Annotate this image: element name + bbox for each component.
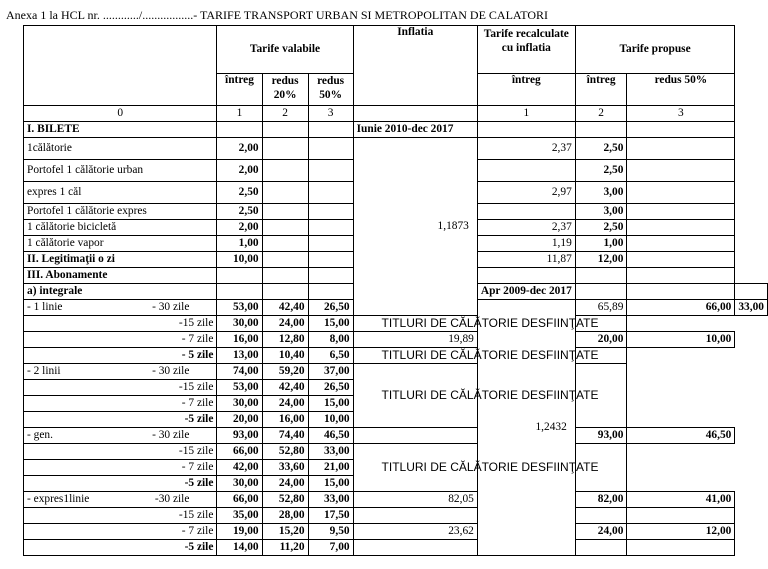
table-row xyxy=(24,540,768,556)
abonament-label xyxy=(24,412,217,428)
abonament-durata: -5 zile xyxy=(184,541,214,553)
abonament-intreg: 19,00 xyxy=(217,524,262,540)
abonament-recalc: 19,89 xyxy=(353,332,477,348)
colnum-3: 3 xyxy=(627,106,735,122)
abonament-redus-20: 12,80 xyxy=(262,332,308,348)
colnum-3: 3 xyxy=(308,106,353,122)
colnum-2: 2 xyxy=(575,106,627,122)
abonament-propus-redus: 41,00 xyxy=(627,492,735,508)
section-integrale: a) integrale xyxy=(24,284,217,300)
abonament-durata: -15 zile xyxy=(178,317,214,329)
section-abonamente: III. Abonamente xyxy=(24,268,217,284)
abonament-intreg: 66,00 xyxy=(217,492,262,508)
abonament-redus-20: 24,00 xyxy=(262,476,308,492)
abonament-propus-redus: 33,00 xyxy=(735,300,768,316)
document-title: Anexa 1 la HCL nr. ............/.................- TARIFE TRANSPORT URBAN SI METROPOLITAN DE CALATORI xyxy=(6,8,549,22)
abonament-propus-intreg: 66,00 xyxy=(627,300,735,316)
abonament-intreg: 16,00 xyxy=(217,332,262,348)
abonament-redus-20: 16,00 xyxy=(262,412,308,428)
bilet-label: Portofel 1 călătorie urban xyxy=(24,160,217,182)
abonament-recalc: 82,05 xyxy=(353,492,477,508)
abonament-durata: -5 zile xyxy=(184,477,214,489)
bilet-intreg: 2,50 xyxy=(217,204,262,220)
abonament-intreg: 42,00 xyxy=(217,460,262,476)
table-row xyxy=(24,492,768,508)
bilet-intreg: 2,00 xyxy=(217,160,262,182)
abonament-label xyxy=(24,540,217,556)
bilet-intreg: 2,50 xyxy=(217,182,262,204)
abonament-linie: - expres1linie xyxy=(27,493,90,505)
abonament-redus-50: 7,00 xyxy=(308,540,353,556)
table-row xyxy=(24,428,768,444)
abonament-intreg: 30,00 xyxy=(217,396,262,412)
abonament-intreg: 66,00 xyxy=(217,444,262,460)
bilet-intreg: 2,00 xyxy=(217,220,262,236)
abonament-intreg: 14,00 xyxy=(217,540,262,556)
table-row xyxy=(24,364,768,380)
abonament-redus-50: 15,00 xyxy=(308,476,353,492)
abonament-label xyxy=(24,300,217,316)
abonament-redus-20: 24,00 xyxy=(262,316,308,332)
abonament-propus-intreg: 82,00 xyxy=(575,492,627,508)
abonament-redus-50: 26,50 xyxy=(308,300,353,316)
abonament-intreg: 30,00 xyxy=(217,476,262,492)
legitimatii-propus: 12,00 xyxy=(575,252,627,268)
abonament-redus-20: 42,40 xyxy=(262,380,308,396)
colnum-0: 0 xyxy=(24,106,217,122)
section-legitimatii: II. Legitimaţii o zi xyxy=(24,252,217,268)
abonament-intreg: 13,00 xyxy=(217,348,262,364)
abonament-propus-redus: 46,50 xyxy=(627,428,735,444)
bilet-recalc xyxy=(477,204,575,220)
colnum-2: 2 xyxy=(262,106,308,122)
abonament-recalc: 65,89 xyxy=(575,300,627,316)
abonament-redus-50: 17,50 xyxy=(308,508,353,524)
abonament-durata: -5 zile xyxy=(184,413,214,425)
abonament-label xyxy=(24,492,217,508)
header-tarife-valabile: Tarife valabile xyxy=(217,26,353,74)
abonament-durata: - 7 zile xyxy=(181,525,214,537)
abonament-durata: - 30 zile xyxy=(152,365,190,377)
inflatie-1: 1,1873 xyxy=(353,138,477,316)
abonament-label xyxy=(24,444,217,460)
titluri-desfiintate: TITLURI DE CĂLĂTORIE DESFIINŢATE xyxy=(353,364,627,428)
abonament-durata: - 30 zile xyxy=(152,429,190,441)
header-redus-50: redus 50% xyxy=(308,74,353,106)
header-tarife-recalculate: Tarife recalculate cu inflatia xyxy=(477,26,575,74)
abonament-propus-redus: 12,00 xyxy=(627,524,735,540)
abonament-durata: - 7 zile xyxy=(181,397,214,409)
abonament-redus-50: 26,50 xyxy=(308,380,353,396)
bilet-label: Portofel 1 călătorie expres xyxy=(24,204,217,220)
abonament-redus-20: 33,60 xyxy=(262,460,308,476)
abonament-durata: - 7 zile xyxy=(181,333,214,345)
abonament-linie: - gen. xyxy=(27,429,53,441)
legitimatii-recalc: 11,87 xyxy=(477,252,575,268)
abonament-intreg: 53,00 xyxy=(217,380,262,396)
abonament-durata: - 30 zile xyxy=(152,301,190,313)
abonament-redus-50: 33,00 xyxy=(308,444,353,460)
table-row xyxy=(24,444,768,460)
abonament-redus-20: 52,80 xyxy=(262,492,308,508)
abonament-intreg: 53,00 xyxy=(217,300,262,316)
tariff-table xyxy=(23,25,768,556)
abonament-label xyxy=(24,316,217,332)
abonament-durata: -15 zile xyxy=(178,509,214,521)
table-row xyxy=(24,316,768,332)
header-propus-intreg: întreg xyxy=(575,74,627,106)
abonament-intreg: 74,00 xyxy=(217,364,262,380)
header-recalc-intreg: întreg xyxy=(477,74,575,106)
abonament-durata: - 5 zile xyxy=(181,349,214,361)
bilet-propus: 2,50 xyxy=(575,160,627,182)
abonament-label xyxy=(24,364,217,380)
header-intreg: întreg xyxy=(217,74,262,106)
bilet-label: expres 1 căl xyxy=(24,182,217,204)
header-blank xyxy=(24,26,217,106)
abonament-propus-intreg: 20,00 xyxy=(575,332,627,348)
bilet-propus: 2,50 xyxy=(575,220,627,236)
bilet-propus: 3,00 xyxy=(575,204,627,220)
abonament-intreg: 93,00 xyxy=(217,428,262,444)
abonament-redus-50: 15,00 xyxy=(308,396,353,412)
bilet-recalc: 2,97 xyxy=(477,182,575,204)
header-tarife-propuse: Tarife propuse xyxy=(575,26,735,74)
legitimatii-intreg: 10,00 xyxy=(217,252,262,268)
bilet-propus: 1,00 xyxy=(575,236,627,252)
header-inflatia: Inflatia xyxy=(353,26,477,106)
abonament-intreg: 35,00 xyxy=(217,508,262,524)
bilet-label: 1 călătorie bicicletă xyxy=(24,220,217,236)
abonament-linie: - 1 linie xyxy=(27,301,63,313)
abonament-redus-20: 11,20 xyxy=(262,540,308,556)
bilet-propus: 2,50 xyxy=(575,138,627,160)
abonament-propus-intreg: 93,00 xyxy=(575,428,627,444)
colnum-1: 1 xyxy=(477,106,575,122)
abonament-label xyxy=(24,476,217,492)
abonament-redus-50: 10,00 xyxy=(308,412,353,428)
abonament-label xyxy=(24,348,217,364)
abonament-intreg: 20,00 xyxy=(217,412,262,428)
abonament-redus-20: 59,20 xyxy=(262,364,308,380)
table-row xyxy=(24,348,768,364)
titluri-desfiintate: TITLURI DE CĂLĂTORIE DESFIINŢATE xyxy=(353,444,627,492)
abonament-label xyxy=(24,428,217,444)
table-row xyxy=(24,508,768,524)
bilet-label: 1călătorie xyxy=(24,138,217,160)
bilet-recalc: 1,19 xyxy=(477,236,575,252)
abonament-redus-50: 9,50 xyxy=(308,524,353,540)
abonament-label xyxy=(24,396,217,412)
bilet-intreg: 1,00 xyxy=(217,236,262,252)
abonament-redus-50: 21,00 xyxy=(308,460,353,476)
bilet-recalc: 2,37 xyxy=(477,220,575,236)
abonament-durata: - 7 zile xyxy=(181,461,214,473)
colnum-1: 1 xyxy=(217,106,262,122)
bilet-recalc xyxy=(477,160,575,182)
period-2: Apr 2009-dec 2017 xyxy=(477,284,575,300)
bilet-propus: 3,00 xyxy=(575,182,627,204)
abonament-recalc xyxy=(353,428,477,444)
period-1: Iunie 2010-dec 2017 xyxy=(353,122,477,138)
abonament-durata: -15 zile xyxy=(178,445,214,457)
table-row xyxy=(24,332,768,348)
abonament-redus-50: 46,50 xyxy=(308,428,353,444)
table-row xyxy=(24,524,768,540)
abonament-redus-20: 74,40 xyxy=(262,428,308,444)
colnum-blank xyxy=(353,106,477,122)
abonament-redus-20: 42,40 xyxy=(262,300,308,316)
table-row xyxy=(24,138,768,160)
abonament-redus-20: 52,80 xyxy=(262,444,308,460)
abonament-redus-20: 10,40 xyxy=(262,348,308,364)
abonament-redus-50: 37,00 xyxy=(308,364,353,380)
abonament-durata: -15 zile xyxy=(178,381,214,393)
abonament-redus-20: 28,00 xyxy=(262,508,308,524)
abonament-propus-redus: 10,00 xyxy=(627,332,735,348)
abonament-redus-50: 15,00 xyxy=(308,316,353,332)
abonament-redus-20: 24,00 xyxy=(262,396,308,412)
abonament-label xyxy=(24,460,217,476)
abonament-linie: - 2 linii xyxy=(27,365,61,377)
titluri-desfiintate: TITLURI DE CĂLĂTORIE DESFIINŢATE xyxy=(353,348,627,364)
bilet-label: 1 călătorie vapor xyxy=(24,236,217,252)
bilet-intreg: 2,00 xyxy=(217,138,262,160)
abonament-redus-50: 33,00 xyxy=(308,492,353,508)
abonament-label xyxy=(24,380,217,396)
section-bilete: I. BILETE xyxy=(24,122,217,138)
header-redus-20: redus 20% xyxy=(262,74,308,106)
abonament-label xyxy=(24,332,217,348)
abonament-label xyxy=(24,508,217,524)
abonament-redus-50: 8,00 xyxy=(308,332,353,348)
abonament-label xyxy=(24,524,217,540)
abonament-durata: -30 zile xyxy=(154,493,190,505)
abonament-intreg: 30,00 xyxy=(217,316,262,332)
abonament-redus-50: 6,50 xyxy=(308,348,353,364)
abonament-redus-20: 15,20 xyxy=(262,524,308,540)
header-propus-redus: redus 50% xyxy=(627,74,735,106)
bilet-recalc: 2,37 xyxy=(477,138,575,160)
abonament-propus-intreg: 24,00 xyxy=(575,524,627,540)
abonament-recalc: 23,62 xyxy=(353,524,477,540)
titluri-desfiintate: TITLURI DE CĂLĂTORIE DESFIINŢATE xyxy=(353,316,627,332)
inflatie-2: 1,2432 xyxy=(477,300,575,556)
